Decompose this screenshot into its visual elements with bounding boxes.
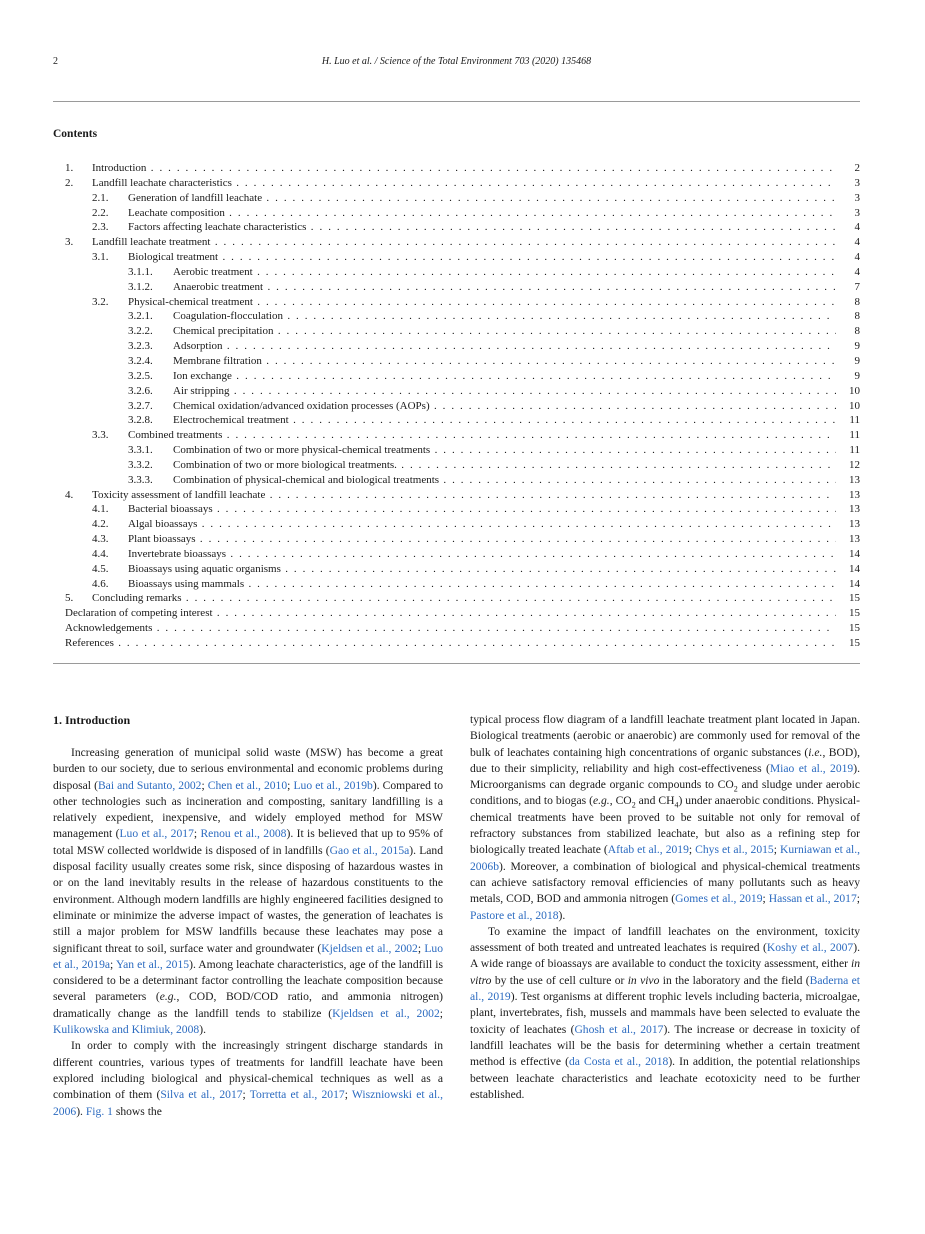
toc-entry-number: 4.6. <box>92 577 109 590</box>
toc-entry-label: Concluding remarks . . . <box>92 591 836 606</box>
toc-entry-page: 14 <box>849 577 860 590</box>
toc-entry-label: Ion exchange . . . <box>173 369 836 384</box>
toc-entry-page: 10 <box>849 384 860 397</box>
toc-entry-label: Plant bioassays . . . <box>128 532 836 547</box>
toc-entry-page: 11 <box>849 414 860 427</box>
toc-entry-number: 5. <box>65 592 74 605</box>
text-run: ). Test organisms at different trophic levels including bacteria, microalgae, plant, invertebrates, fish, mussels and mammals have been selected to evaluate the toxicity of leachates ( <box>470 990 860 1036</box>
toc-entry-number: 3.2.1. <box>128 310 153 323</box>
text-run: ). Moreover, a combination of biological and physical-chemical treatments can achieve satisfactory removal efficiencies of many pollutants such as heavy metals, COD, BOD and ammonia nitrogen ( <box>470 859 860 906</box>
toc-entry-number: 3.3.1. <box>128 444 153 457</box>
citation-link[interactable]: Baderna et al., 2019 <box>470 973 861 1004</box>
toc-entry[interactable] <box>53 488 860 503</box>
body-column-right <box>470 712 860 1103</box>
toc-entry-label: Chemical precipitation . . . <box>173 324 836 339</box>
toc-entry-label: Coagulation-flocculation . . . <box>173 309 836 324</box>
text-run: ). <box>76 1104 86 1118</box>
toc-entry-label: Air stripping . . . <box>173 384 836 399</box>
toc-entry-label: Bacterial bioassays . . . <box>128 502 836 517</box>
italic-term: e.g. <box>159 990 177 1004</box>
toc-entry[interactable] <box>53 473 860 488</box>
citation-link[interactable]: Chys et al., 2015 <box>695 843 774 857</box>
toc-entry[interactable] <box>53 384 860 399</box>
toc-entry-number: 4.4. <box>92 547 109 560</box>
toc-entry-label: Electrochemical treatment . . . <box>173 413 836 428</box>
toc-entry-label: Membrane filtration . . . <box>173 354 836 369</box>
toc-entry-page: 11 <box>849 444 860 457</box>
toc-entry-page: 3 <box>854 191 860 204</box>
text-run: by the use of cell culture or <box>491 973 628 987</box>
toc-entry-page: 14 <box>849 547 860 560</box>
toc-entry-page: 10 <box>849 399 860 412</box>
citation-link[interactable]: Torretta et al., 2017 <box>249 1088 345 1102</box>
toc-entry[interactable] <box>53 235 860 250</box>
subscript: 2 <box>733 784 738 794</box>
toc-entry-label: Combination of two or more physical-chemical treatments . . . <box>173 443 836 458</box>
citation-link[interactable]: Luo et al., 2019b <box>293 778 373 792</box>
toc-entry-page: 8 <box>854 295 860 308</box>
toc-entry-page: 13 <box>849 518 860 531</box>
toc-entry-number: 3.3.2. <box>128 458 153 471</box>
toc-entry-number: 1. <box>65 162 74 174</box>
text-run: ; <box>193 827 201 841</box>
toc-entry-label: Biological treatment . . . <box>128 250 836 265</box>
toc-entry-label: Algal bioassays . . . <box>128 517 836 532</box>
citation-link[interactable]: Kjeldsen et al., 2002 <box>321 941 418 955</box>
citation-link[interactable]: Renou et al., 2008 <box>200 827 287 841</box>
toc-entry-label: Leachate composition . . . <box>128 206 836 221</box>
toc-entry[interactable] <box>53 220 860 235</box>
citation-link[interactable]: Kulikowska and Klimiuk, 2008 <box>53 1023 200 1037</box>
toc-entry-number: 3. <box>65 236 74 249</box>
toc-entry[interactable] <box>53 547 860 562</box>
toc-entry-label: Factors affecting leachate characteristics . . . <box>128 220 836 235</box>
toc-entry-page: 13 <box>849 488 860 501</box>
citation-link[interactable]: Ghosh et al., 2017 <box>574 1022 664 1036</box>
toc-entry-label: Landfill leachate characteristics . . . <box>92 176 836 191</box>
toc-entry-label: References . . . <box>65 636 836 651</box>
text-run: ). In addition, the potential relationships between leachate characteristics and leachate ecotoxicity need to be further established. <box>470 1055 860 1101</box>
text-run: and sludge under aerobic conditions, and to biogas ( <box>470 778 860 808</box>
toc-entry-number: 4. <box>65 488 74 501</box>
text-run: ; <box>688 843 696 857</box>
toc-entry-number: 3.2.5. <box>128 369 153 382</box>
italic-term: i.e. <box>808 745 823 759</box>
text-run: ). <box>558 908 566 922</box>
toc-entry[interactable] <box>53 577 860 592</box>
toc-entry-number: 2.1. <box>92 191 109 204</box>
toc-entry-page: 4 <box>854 221 860 234</box>
citation-link[interactable]: Aftab et al., 2019 <box>607 843 689 857</box>
toc-entry-page: 2 <box>854 162 860 174</box>
toc-entry[interactable] <box>53 324 860 339</box>
toc-entry-page: 3 <box>854 206 860 219</box>
toc-entry-label: Invertebrate bioassays . . . <box>128 547 836 562</box>
toc-entry-label: Physical-chemical treatment . . . <box>128 295 836 310</box>
text-run: In order to comply with the increasingly stringent discharge standards in different countries, various types of treatments for landfill leachate have been explored including biological and physical-chemical techniques as well as a combination of them ( <box>53 1039 443 1102</box>
text-run: ; <box>439 1006 443 1020</box>
italic-term: in vivo <box>627 973 660 987</box>
body-paragraph <box>53 745 443 1038</box>
body-paragraph <box>470 712 860 924</box>
toc-entry[interactable] <box>53 369 860 384</box>
toc-entry-number: 3.1.1. <box>128 265 153 278</box>
text-run: ; <box>856 892 860 906</box>
toc-entry-label: Generation of landfill leachate . . . <box>128 191 836 206</box>
citation-link[interactable]: Pastore et al., 2018 <box>470 908 559 922</box>
text-run: ). Microorganisms can degrade organic compounds to CO <box>470 761 860 792</box>
toc-entry-page: 4 <box>854 251 860 264</box>
text-run: ). A wide range of bioassays are available to conduct the toxicity assessment, either <box>470 941 860 971</box>
toc-entry-page: 14 <box>849 562 860 575</box>
toc-entry-label: Chemical oxidation/advanced oxidation processes (AOPs) . . . <box>173 399 836 414</box>
toc-entry-page: 15 <box>849 592 860 605</box>
citation-link[interactable]: Wiszniowski et al., 2006 <box>53 1088 443 1118</box>
toc-entry-page: 13 <box>849 503 860 516</box>
toc-entry-number: 3.1.2. <box>128 280 153 293</box>
text-run: ; <box>201 778 208 792</box>
toc-entry[interactable] <box>53 458 860 473</box>
toc-entry[interactable] <box>53 502 860 517</box>
toc-entry[interactable] <box>53 517 860 532</box>
toc-entry-page: 9 <box>854 340 860 353</box>
toc-entry[interactable] <box>53 606 860 621</box>
italic-term: e.g. <box>592 794 610 808</box>
toc-entry-page: 9 <box>854 369 860 382</box>
toc-entry[interactable] <box>53 161 860 176</box>
italic-term: in vitro <box>470 957 860 987</box>
toc-entry-page: 8 <box>854 325 860 338</box>
toc-entry-page: 12 <box>849 458 860 471</box>
text-run: in the laboratory and the field ( <box>659 973 810 987</box>
toc-entry-page: 11 <box>849 429 860 442</box>
toc-entry[interactable] <box>53 250 860 265</box>
running-header <box>53 56 860 72</box>
text-run: ; <box>287 778 294 792</box>
citation-link[interactable]: Yan et al., 2015 <box>115 957 190 971</box>
toc-entry-page: 15 <box>849 622 860 635</box>
toc-entry-label: Introduction . . . <box>92 161 836 176</box>
subscript: 4 <box>674 800 679 810</box>
citation-link[interactable]: Kjeldsen et al., 2002 <box>332 1006 440 1020</box>
toc-entry-page: 15 <box>849 607 860 620</box>
citation-link[interactable]: Fig. 1 <box>85 1104 113 1118</box>
text-run: ). Among leachate characteristics, age of the landfill is considered to be a determinant factor controlling the leachate composition because several parameters ( <box>53 957 443 1004</box>
toc-entry-label: Aerobic treatment . . . <box>173 265 836 280</box>
toc-entry[interactable] <box>53 339 860 354</box>
citation-link[interactable]: Chen et al., 2010 <box>207 778 288 792</box>
toc-entry-label: Declaration of competing interest . . . <box>65 606 836 621</box>
toc-entry[interactable] <box>53 591 860 606</box>
body-paragraph <box>53 1038 443 1119</box>
text-run: ; <box>242 1088 250 1102</box>
toc-entry[interactable] <box>53 265 860 280</box>
citation-link[interactable]: da Costa et al., 2018 <box>568 1055 669 1069</box>
text-run: ). The increase or decrease in toxicity of landfill leachates will be the basis for determining whether a certain treatment method is effective ( <box>470 1022 860 1069</box>
text-run: ; <box>344 1088 352 1102</box>
toc-entry-page: 9 <box>854 354 860 367</box>
toc-entry-page: 15 <box>849 637 860 649</box>
toc-entry-number: 4.1. <box>92 503 109 516</box>
citation-link[interactable]: Bai and Sutanto, 2002 <box>97 778 202 792</box>
toc-entry[interactable] <box>53 309 860 324</box>
body-column-left <box>53 712 443 1120</box>
contents-rule <box>53 663 860 664</box>
toc-entry-number: 3.1. <box>92 251 109 264</box>
text-run: ) under anaerobic conditions. Physical-chemical treatments have been proved to be suitable not only for removal of refractory substances from stabilized leachate, but also as a refining step for biologically treated leachate ( <box>470 794 860 857</box>
toc-entry-label: Acknowledgements . . . <box>65 621 836 636</box>
toc-entry-label: Landfill leachate treatment . . . <box>92 235 836 250</box>
citation-link[interactable]: Silva et al., 2017 <box>160 1088 243 1102</box>
citation-link[interactable]: Luo et al., 2017 <box>119 827 194 841</box>
citation-link[interactable]: Kurniawan et al., 2006b <box>470 843 861 873</box>
toc-entry-label: Bioassays using aquatic organisms . . . <box>128 562 836 577</box>
toc-entry-number: 4.3. <box>92 533 109 546</box>
text-run: ). It is believed that up to 95% of total MSW collected worldwide is disposed of in landfills ( <box>53 827 443 857</box>
toc-entry-page: 13 <box>849 473 860 486</box>
toc-entry-label: Combination of two or more biological treatments. . . . <box>173 458 836 473</box>
toc-entry[interactable] <box>53 413 860 428</box>
toc-entry-number: 3.2. <box>92 295 109 308</box>
toc-entry-number: 3.2.8. <box>128 414 153 427</box>
text-run: shows the <box>112 1104 162 1118</box>
toc-entry-number: 3.2.4. <box>128 354 153 367</box>
citation-link[interactable]: Koshy et al., 2007 <box>766 941 854 955</box>
text-run: ). <box>199 1023 206 1037</box>
toc-entry[interactable] <box>53 443 860 458</box>
contents-title: Contents <box>53 128 98 140</box>
section-heading: 1. Introduction <box>53 713 131 727</box>
toc-entry-number: 2. <box>65 176 74 189</box>
text-run: ; <box>762 892 769 906</box>
text-run: ). Land disposal facility usually creates some risk, since disposing of hazardous wastes in or on the land inevitably results in the release of hazardous constituents to the environment. Although modern landfills are highly engineered facilities designed to eliminate or minimize the adverse impact of wastes, the generation of leachates is still a major problem for MSW landfills because these leachates may pose a significant threat to soil, surface water and groundwater ( <box>53 843 444 955</box>
toc-entry-page: 3 <box>854 176 860 189</box>
toc-entry-number: 2.3. <box>92 221 109 234</box>
toc-entry-page: 13 <box>849 533 860 546</box>
text-run: typical process flow diagram of a landfill leachate treatment plant located in Japan. Biological treatments (aerobic or anaerobic) are commonly used for removal of the bulk of leachates containing high concentrations of organic substances ( <box>470 713 860 759</box>
journal-citation: H. Luo et al. / Science of the Total Environment 703 (2020) 135468 <box>321 56 592 67</box>
toc-entry-page: 4 <box>854 265 860 278</box>
citation-link[interactable]: Hassan et al., 2017 <box>768 892 857 906</box>
toc-entry-page: 7 <box>854 280 860 293</box>
citation-link[interactable]: Gomes et al., 2019 <box>675 892 763 906</box>
toc-entry[interactable] <box>53 532 860 547</box>
toc-entry[interactable] <box>53 562 860 577</box>
toc-entry[interactable] <box>53 636 860 651</box>
toc-entry-label: Toxicity assessment of landfill leachate . . . <box>92 488 836 503</box>
toc-entry[interactable] <box>53 354 860 369</box>
toc-entry[interactable] <box>53 280 860 295</box>
toc-entry-number: 4.2. <box>92 518 109 531</box>
toc-entry[interactable] <box>53 399 860 414</box>
toc-entry-label: Bioassays using mammals . . . <box>128 577 836 592</box>
toc-entry[interactable] <box>53 295 860 310</box>
toc-entry-label: Anaerobic treatment . . . <box>173 280 836 295</box>
text-run: To examine the impact of landfill leachates on the environment, toxicity assessment of both treated and untreated leachates is required ( <box>470 924 860 955</box>
text-run: and CH <box>635 794 675 808</box>
toc-entry-page: 8 <box>854 310 860 323</box>
toc-entry[interactable] <box>53 191 860 206</box>
citation-link[interactable]: Luo et al., 2019a <box>53 941 443 971</box>
text-run: , BOD), due to their simplicity, reliability and high cost-effectiveness ( <box>470 745 860 775</box>
toc-entry[interactable] <box>53 428 860 443</box>
toc-entry-number: 4.5. <box>92 562 109 575</box>
text-run: ). Compared to other technologies such as incineration and composting, sanitary landfilling is a relatively expedient, inexpensive, and widely employed method for MSW management ( <box>53 778 444 841</box>
text-run: ; <box>110 957 116 971</box>
toc-entry-label: Adsorption . . . <box>173 339 836 354</box>
toc-entry-number: 3.2.3. <box>128 340 153 353</box>
citation-link[interactable]: Gao et al., 2015a <box>329 843 410 857</box>
toc-entry-number: 3.3.3. <box>128 473 153 486</box>
page-number: 2 <box>53 56 58 67</box>
toc-entry-number: 3.2.2. <box>128 325 153 338</box>
subscript: 2 <box>631 800 636 810</box>
text-run: ; <box>417 941 425 955</box>
toc-entry-number: 3.2.6. <box>128 384 153 397</box>
table-of-contents <box>53 161 860 651</box>
text-run: , COD, BOD/COD ratio, and ammonia nitrogen) dramatically change as the landfill tends to stabilize ( <box>53 990 443 1020</box>
toc-entry-number: 3.2.7. <box>128 399 153 412</box>
toc-entry-label: Combined treatments . . . <box>128 428 836 443</box>
toc-entry-number: 2.2. <box>92 206 109 219</box>
body-paragraph <box>470 924 860 1103</box>
text-run: ; <box>773 843 780 857</box>
toc-entry-number: 3.3. <box>92 429 109 442</box>
text-run: Increasing generation of municipal solid waste (MSW) has become a great burden to our society, due to serious environmental and economic problems during disposal ( <box>53 746 443 792</box>
header-rule <box>53 101 860 102</box>
toc-entry[interactable] <box>53 176 860 191</box>
text-run: , CO <box>609 794 632 808</box>
toc-entry[interactable] <box>53 206 860 221</box>
toc-entry[interactable] <box>53 621 860 636</box>
citation-link[interactable]: Miao et al., 2019 <box>769 761 854 775</box>
toc-entry-label: Combination of physical-chemical and biological treatments . . . <box>173 473 836 488</box>
toc-entry-page: 4 <box>854 236 860 249</box>
